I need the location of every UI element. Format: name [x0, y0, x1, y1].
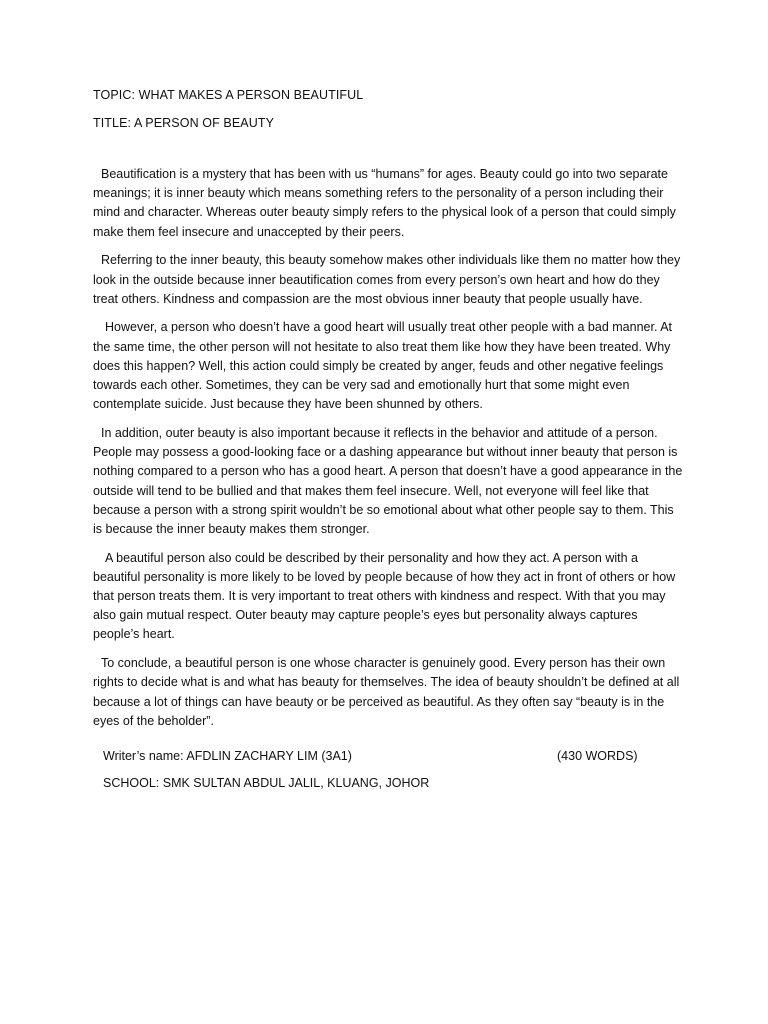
- paragraph-3: However, a person who doesn’t have a good heart will usually treat other people with a bad manner. At the same time, the other person will not hesitate to also treat them like how they have been treated. Why does this happen? Well, this action could simply be created by anger, feuds and other negative feelings towards each other. Sometimes, they can be very sad and emotionally hurt that some might even contemplate suicide. Just because they have been shunned by others.: [93, 320, 673, 412]
- writer-name: Writer’s name: AFDLIN ZACHARY LIM (3A1): [103, 749, 352, 763]
- title-heading: TITLE: A PERSON OF BEAUTY: [93, 116, 275, 130]
- paragraph-6: To conclude, a beautiful person is one whose character is genuinely good. Every person has their own rights to decide what is and what has beauty for themselves. The idea of beauty shouldn’t be defined at all because a lot of things can have beauty or be perceived as beautiful. As they often say “beauty is in the eyes of the beholder”.: [93, 656, 680, 728]
- paragraph-4: In addition, outer beauty is also important because it reflects in the behavior and attitude of a person. People may possess a good-looking face or a dashing appearance but without inner beauty that person is nothing compared to a person who has a good heart. A person that doesn’t have a good appearance in the outside will tend to be bullied and that makes them feel insecure. Well, not everyone will feel like that because a person with a strong spirit wouldn’t be so emotional about what other people say to them. This is because the inner beauty makes them stronger.: [93, 425, 683, 536]
- essay-body: [93, 165, 683, 740]
- school-name: SCHOOL: SMK SULTAN ABDUL JALIL, KLUANG, JOHOR: [103, 776, 430, 790]
- word-count: (430 WORDS): [557, 749, 638, 763]
- paragraph-5: A beautiful person also could be described by their personality and how they act. A person with a beautiful personality is more likely to be loved by people because of how they act in front of others or how that person treats them. It is very important to treat others with kindness and respect. With that you may also gain mutual respect. Outer beauty may capture people’s eyes but personality always captures people’s heart.: [93, 550, 676, 642]
- paragraph-1: Beautification is a mystery that has been with us “humans” for ages. Beauty could go into two separate meanings; it is inner beauty which means something refers to the personality of a person including their mind and character. Whereas outer beauty simply refers to the physical look of a person that could simply make them feel insecure and unaccepted by their peers.: [93, 167, 676, 239]
- paragraph-2: Referring to the inner beauty, this beauty somehow makes other individuals like them no matter how they look in the outside because inner beautification comes from every person’s own heart and how do they treat others. Kindness and compassion are the most obvious inner beauty that people usually have.: [93, 253, 681, 306]
- topic-heading: TOPIC: WHAT MAKES A PERSON BEAUTIFUL: [93, 88, 364, 102]
